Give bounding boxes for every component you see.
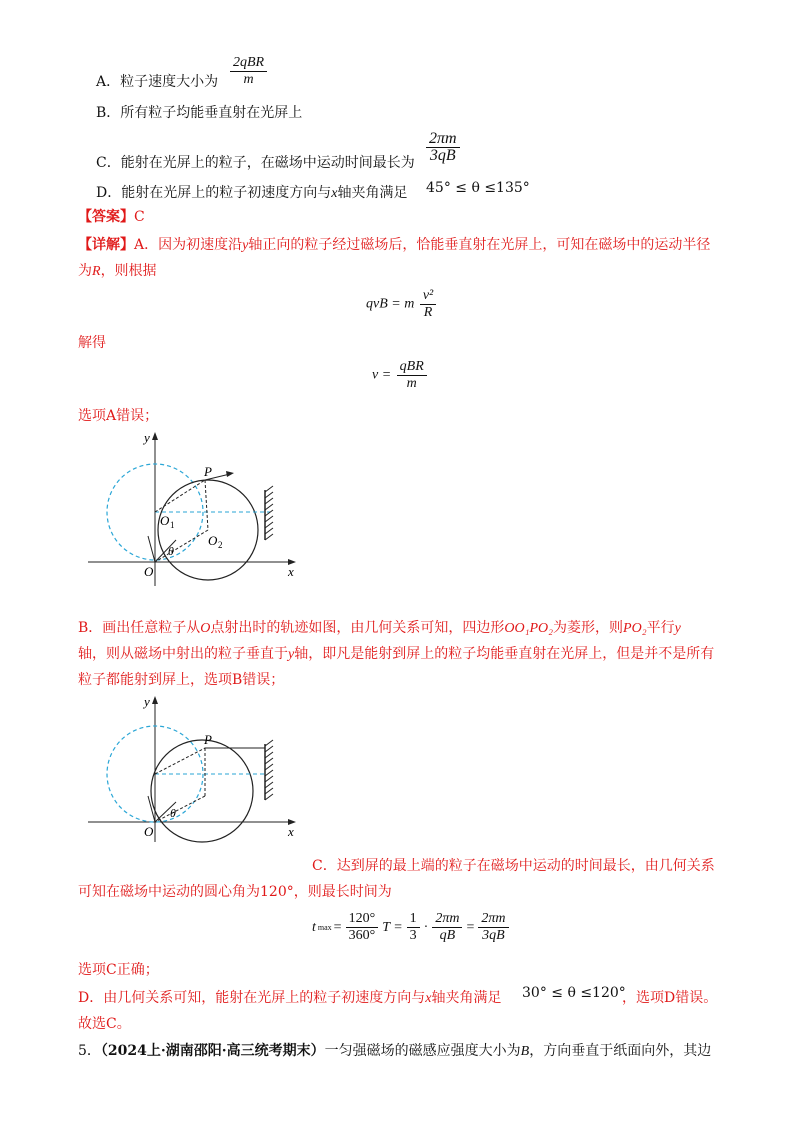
option-a-wrong-text: 选项A错误；: [78, 408, 159, 424]
question-5-text2: ，方向垂直于纸面向外，其边: [529, 1043, 712, 1059]
option-a-fraction: [230, 55, 267, 88]
figure-1: [80, 428, 320, 588]
option-c-right: [78, 960, 159, 980]
fig1-o1-label: O: [160, 513, 170, 528]
eq2-num: qBR: [397, 359, 427, 376]
trajectory-circle: [151, 740, 253, 842]
figure-2: [80, 692, 320, 852]
detail-b-PO2: PO₂: [623, 621, 647, 636]
detail-b-y2: y: [288, 647, 295, 662]
option-c-right-text: 选项C正确；: [78, 962, 159, 978]
option-d-label2: 轴夹角满足: [337, 185, 408, 201]
detail-b-text1a: B．画出任意粒子从: [78, 620, 201, 636]
detail-b-quad: OO₁PO₂: [504, 621, 554, 636]
fig1-o2-sub: 2: [218, 540, 223, 550]
eq3-sub: max: [317, 923, 332, 932]
fig1-p-label: P: [204, 464, 212, 479]
fig1-o-label: O: [144, 564, 154, 579]
equation-2: [372, 359, 429, 392]
p-o2-line: [205, 480, 208, 530]
detail-c-line1: [312, 856, 715, 876]
eq3-frac2: [407, 911, 420, 944]
detail-a-text1b: 轴正向的粒子经过磁场后，恰能垂直射在光屏上，可知在磁场中的运动半径: [248, 237, 711, 253]
option-a: [96, 72, 218, 92]
fig1-o2-label: O: [208, 533, 218, 548]
detail-b-text2b: 轴，即凡是能射到屏上的粒子均能垂直射在光屏上，但是并不是所有: [294, 646, 715, 662]
detail-d-range-text: 30° ≤ θ ≤120°: [522, 985, 626, 1001]
answer-value: C: [134, 209, 145, 225]
option-c-fraction: [426, 131, 460, 164]
x-axis: [88, 559, 296, 565]
option-d-range-text: 45° ≤ θ ≤135°: [426, 180, 530, 196]
eq3-frac3: [432, 911, 462, 944]
option-b: [96, 103, 302, 123]
fig1-y-label: y: [144, 430, 150, 445]
equation-1: [366, 288, 438, 321]
fig2-x-label: x: [288, 824, 294, 839]
detail-b-y: y: [674, 621, 681, 636]
option-d-axis: x: [331, 186, 338, 201]
detail-b-text2a: 轴，则从磁场中射出的粒子垂直于: [78, 646, 288, 662]
eq3-f4-den: 3qB: [482, 928, 505, 943]
detail-d-line1c: [622, 988, 717, 1008]
detail-a-text2: 为: [78, 263, 92, 279]
detail-c-line2: [78, 882, 392, 902]
answer: [78, 207, 145, 227]
detail-d-text1a: D．由几何关系可知，能射在光屏上的粒子初速度方向与: [78, 990, 426, 1006]
option-c-label: C．能射在光屏上的粒子，在磁场中运动时间最长为: [96, 155, 415, 171]
detail-a-line2: [78, 261, 157, 282]
eq3-frac4: [478, 911, 508, 944]
eq1-den: R: [423, 305, 433, 320]
eq1-left: qvB = m: [366, 296, 415, 312]
solve-text: 解得: [78, 335, 106, 351]
eq2-left: v =: [372, 367, 392, 383]
eq3-f2-den: 3: [409, 928, 417, 943]
option-d-label: D．能射在光屏上的粒子初速度方向与: [96, 185, 332, 201]
question-5: [78, 1041, 711, 1062]
option-a-denominator: m: [243, 72, 254, 87]
detail-d-x: x: [425, 991, 432, 1006]
detail-c-text2: 可知在磁场中运动的圆心角为120°，则最长时间为: [78, 884, 392, 900]
fig1-theta-label: θ: [168, 544, 174, 558]
detail-a-line1: [78, 235, 710, 256]
fig1-o1-sub: 1: [170, 520, 175, 530]
final-answer: [78, 1014, 131, 1034]
detail-b-line2: [78, 644, 714, 665]
eq3-frac1: [346, 911, 379, 944]
detail-d-text1c: ，选项D错误。: [622, 990, 718, 1006]
detail-a-y: y: [242, 238, 249, 253]
detail-b-O: O: [200, 621, 211, 636]
detail-a-text1: A．因为初速度沿: [134, 237, 243, 253]
eq3-T: T =: [382, 919, 403, 935]
question-5-B: B: [520, 1044, 530, 1059]
screen: [265, 486, 273, 540]
final-answer-text: 故选C。: [78, 1016, 131, 1032]
o2-o-line: [155, 796, 205, 822]
eq2-fraction: [397, 359, 427, 392]
fig2-p-label: P: [204, 732, 212, 747]
eq3-f4-num: 2πm: [478, 911, 508, 928]
screen: [265, 740, 273, 800]
eq1-num: v²: [420, 288, 436, 305]
option-d: [96, 183, 407, 204]
eq3-f3-den: qB: [439, 928, 456, 943]
option-a-label: A．粒子速度大小为: [96, 74, 219, 90]
o1-p-line: [155, 480, 205, 512]
equation-3: [312, 911, 511, 944]
detail-d-range: [522, 983, 626, 1003]
fig2-o-label: O: [144, 824, 154, 839]
option-b-label: B．所有粒子均能垂直射在光屏上: [96, 105, 303, 121]
option-c: [96, 153, 415, 173]
option-c-denominator: 3qB: [429, 147, 456, 164]
fig1-x-label: x: [288, 564, 294, 579]
fig2-theta-label: θ: [170, 806, 176, 820]
y-axis: [152, 432, 158, 586]
detail-b-text1d: 平行: [646, 620, 675, 636]
detail-b-text1b: 点射出时的轨迹如图，由几何关系可知，四边形: [210, 620, 505, 636]
detail-b-text1c: 为菱形，则: [553, 620, 624, 636]
answer-label: 【答案】: [78, 209, 134, 225]
detail-label: 【详解】: [78, 237, 134, 253]
detail-b-line3: [78, 670, 284, 690]
eq3-f1-num: 120°: [346, 911, 379, 928]
eq3-equals2: =: [466, 919, 475, 935]
eq3-f1-den: 360°: [348, 928, 376, 943]
x-axis: [88, 819, 296, 825]
o2-o-line: [155, 530, 208, 562]
detail-d-line1: [78, 988, 501, 1009]
fig2-y-label: y: [144, 694, 150, 709]
eq3-f2-num: 1: [407, 911, 420, 928]
detail-a-text2b: ，则根据: [100, 263, 157, 279]
question-5-number: 5．: [78, 1043, 101, 1059]
detail-d-text1b: 轴夹角满足: [431, 990, 502, 1006]
detail-a-R: R: [92, 264, 101, 279]
eq3-equals1: =: [333, 919, 342, 935]
detail-b-line1: [78, 618, 681, 639]
option-d-range: [426, 178, 530, 198]
eq1-fraction: [420, 288, 436, 321]
solve-label: [78, 333, 106, 353]
question-5-text: 一匀强磁场的磁感应强度大小为: [324, 1043, 521, 1059]
o1-p-line: [155, 748, 205, 774]
detail-c-text1: C．达到屏的最上端的粒子在磁场中运动的时间最长，由几何关系: [312, 858, 715, 874]
detail-b-text3: 粒子都能射到屏上，选项B错误；: [78, 672, 285, 688]
velocity-arrow-up: [148, 536, 155, 562]
option-c-numerator: 2πm: [426, 131, 460, 148]
eq3-dot: ·: [423, 919, 429, 935]
eq3-f3-num: 2πm: [432, 911, 462, 928]
question-5-source: （2024上·湖南邵阳·高三统考期末）: [100, 1043, 325, 1059]
eq3-t: t: [312, 919, 316, 935]
eq2-den: m: [406, 376, 417, 391]
option-a-numerator: 2qBR: [230, 55, 267, 72]
option-a-wrong: [78, 406, 158, 426]
